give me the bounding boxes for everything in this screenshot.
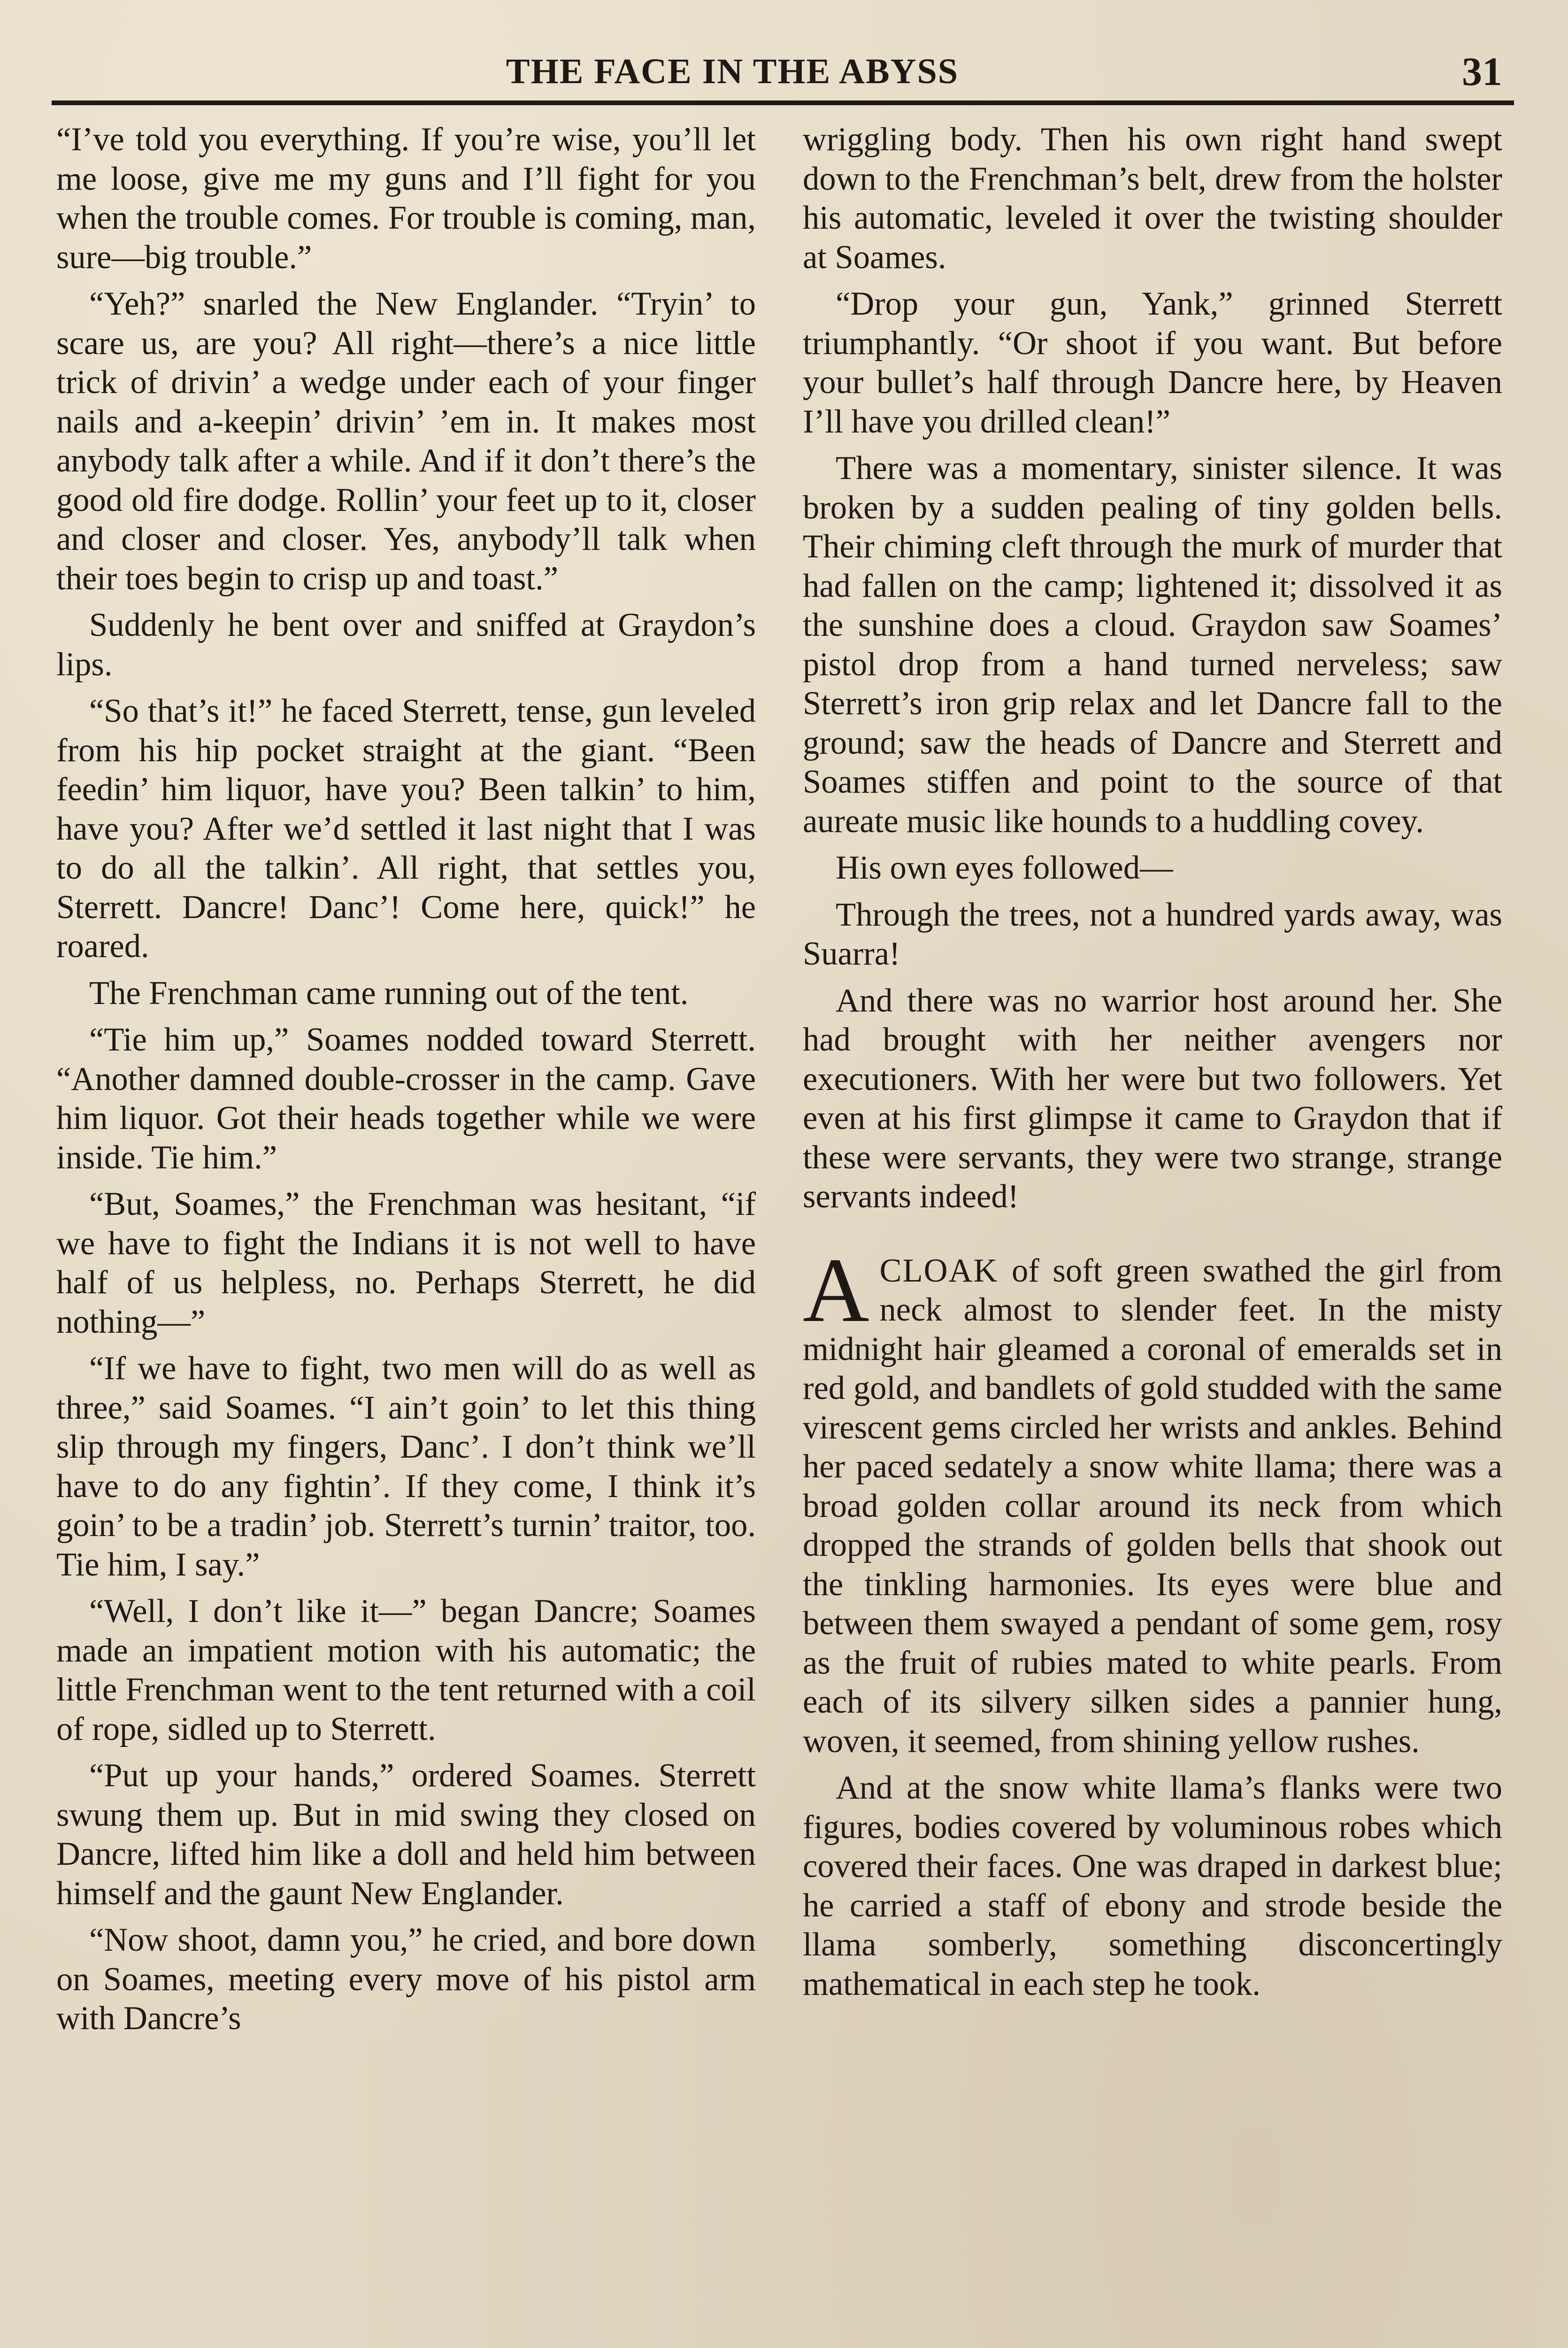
paragraph: wriggling body. Then his own right hand swept down to the Frenchman’s belt, drew from the holster his automatic, leveled it over the twisting shoulder at Soames. [803, 121, 1502, 276]
paragraph: “But, Soames,” the Frenchman was hesitant, “if we have to fight the Indians it is not well to have half of us helpless, no. Perhaps Sterrett, he did nothing—” [56, 1186, 756, 1340]
page-header [52, 43, 1514, 100]
paragraph: “Yeh?” snarled the New Englander. “Tryin’ to scare us, are you? All right—there’s a nice little trick of drivin’ a wedge under each of your finger nails and a-keepin’ drivin’ ’em in. It makes most anybody talk after a while. And if it don’t there’s the good old fire dodge. Rollin’ your feet up to it, closer and closer and closer. Yes, anybody’ll talk when their toes begin to crisp up and toast.” [56, 286, 756, 597]
right-column [803, 120, 1502, 2348]
paragraph: His own eyes followed— [836, 850, 1173, 886]
paragraph: “Now shoot, damn you,” he cried, and bore down on Soames, meeting every move of his pistol arm with Dancre’s [56, 1922, 756, 2037]
paragraph: “Well, I don’t like it—” began Dancre; Soames made an impatient motion with his automatic; the little Frenchman went to the tent returned with a coil of rope, sidled up to Sterrett. [56, 1593, 756, 1747]
paragraph: “I’ve told you everything. If you’re wise, you’ll let me loose, give me my guns and I’ll fight for you when the trouble comes. For trouble is coming, man, sure—big trouble.” [56, 121, 756, 276]
drop-cap: A [803, 1239, 869, 1341]
paragraph: “So that’s it!” he faced Sterrett, tense, gun leveled from his hip pocket straight at the giant. “Been feedin’ him liquor, have you? Been talkin’ to him, have you? After we’d settled it last night that I was to do all the talkin’. All right, that settles you, Sterrett. Dancre! Danc’! Come here, quick!” he roared. [56, 693, 756, 965]
running-title: THE FACE IN THE ABYSS [506, 52, 959, 91]
site-watermark [1124, 2344, 1547, 2348]
paragraph: “Drop your gun, Yank,” grinned Sterrett triumphantly. “Or shoot if you want. But before your bullet’s half through Dancre here, by Heaven I’ll have you drilled clean!” [803, 286, 1502, 440]
paragraph: There was a momentary, sinister silence. It was broken by a sudden pealing of tiny golden bells. Their chiming cleft through the murk of murder that had fallen on the camp; lightened it; dissolved it as the sunshine does a cloud. Graydon saw Soames’ pistol drop from a hand turned nerveless; saw Sterrett’s iron grip relax and let Dancre fall to the ground; saw the heads of Dancre and Sterrett and Soames stiffen and point to the source of that aureate music like hounds to a huddling covey. [803, 450, 1502, 840]
paragraph: “Put up your hands,” ordered Soames. Sterrett swung them up. But in mid swing they closed on Dancre, lifted him like a doll and held him between himself and the gaunt New Englander. [56, 1757, 756, 1912]
paragraph: And there was no warrior host around her. She had brought with her neither avengers nor executioners. With her were but two followers. Yet even at his first glimpse it came to Graydon that if these were servants, they were two strange, strange servants indeed! [803, 982, 1502, 1215]
paragraph: Suddenly he bent over and sniffed at Graydon’s lips. [56, 607, 756, 683]
paragraph: “Tie him up,” Soames nodded toward Sterrett. “Another damned double-crosser in the camp. Gave him liquor. Got their heads together while we were inside. Tie him.” [56, 1021, 756, 1176]
dropcap-paragraph [803, 1239, 1502, 1761]
page-number: 31 [1462, 49, 1502, 94]
paragraph: The Frenchman came running out of the tent. [89, 974, 689, 1012]
section-break [803, 1224, 1502, 1251]
paragraph-text: of soft green swathed the girl from neck almost to slender feet. In the misty midnight hair gleamed a coronal of emeralds set in red gold, and bandlets of gold studded with the same virescent gems circled her wrists and ankles. Behind her paced sedately a snow white llama; there was a broad golden collar around its neck from which dropped the strands of golden bells that shook out the tinkling harmonies. Its eyes were blue and between them swayed a pendant of some gem, rosy as the fruit of rubies mated to white pearls. From each of its silvery silken sides a pannier hung, woven, it seemed, from shining yellow rushes. [803, 1252, 1502, 1760]
paragraph: Through the trees, not a hundred yards away, was Suarra! [803, 896, 1502, 972]
paragraph: “If we have to fight, two men will do as well as three,” said Soames. “I ain’t goin’ to let this thing slip through my fingers, Danc’. I don’t think we’ll have to do any fightin’. If they come, I think it’s goin’ to be a tradin’ job. Sterrett’s turnin’ traitor, too. Tie him, I say.” [56, 1350, 756, 1583]
paragraph: And at the snow white llama’s flanks were two figures, bodies covered by voluminous robes which covered their faces. One was draped in darkest blue; he carried a staff of ebony and strode beside the llama somberly, something disconcertingly mathematical in each step he took. [803, 1769, 1502, 2002]
left-column [56, 120, 756, 2348]
header-rule [52, 100, 1514, 105]
lead-in-caps: CLOAK [879, 1252, 999, 1289]
